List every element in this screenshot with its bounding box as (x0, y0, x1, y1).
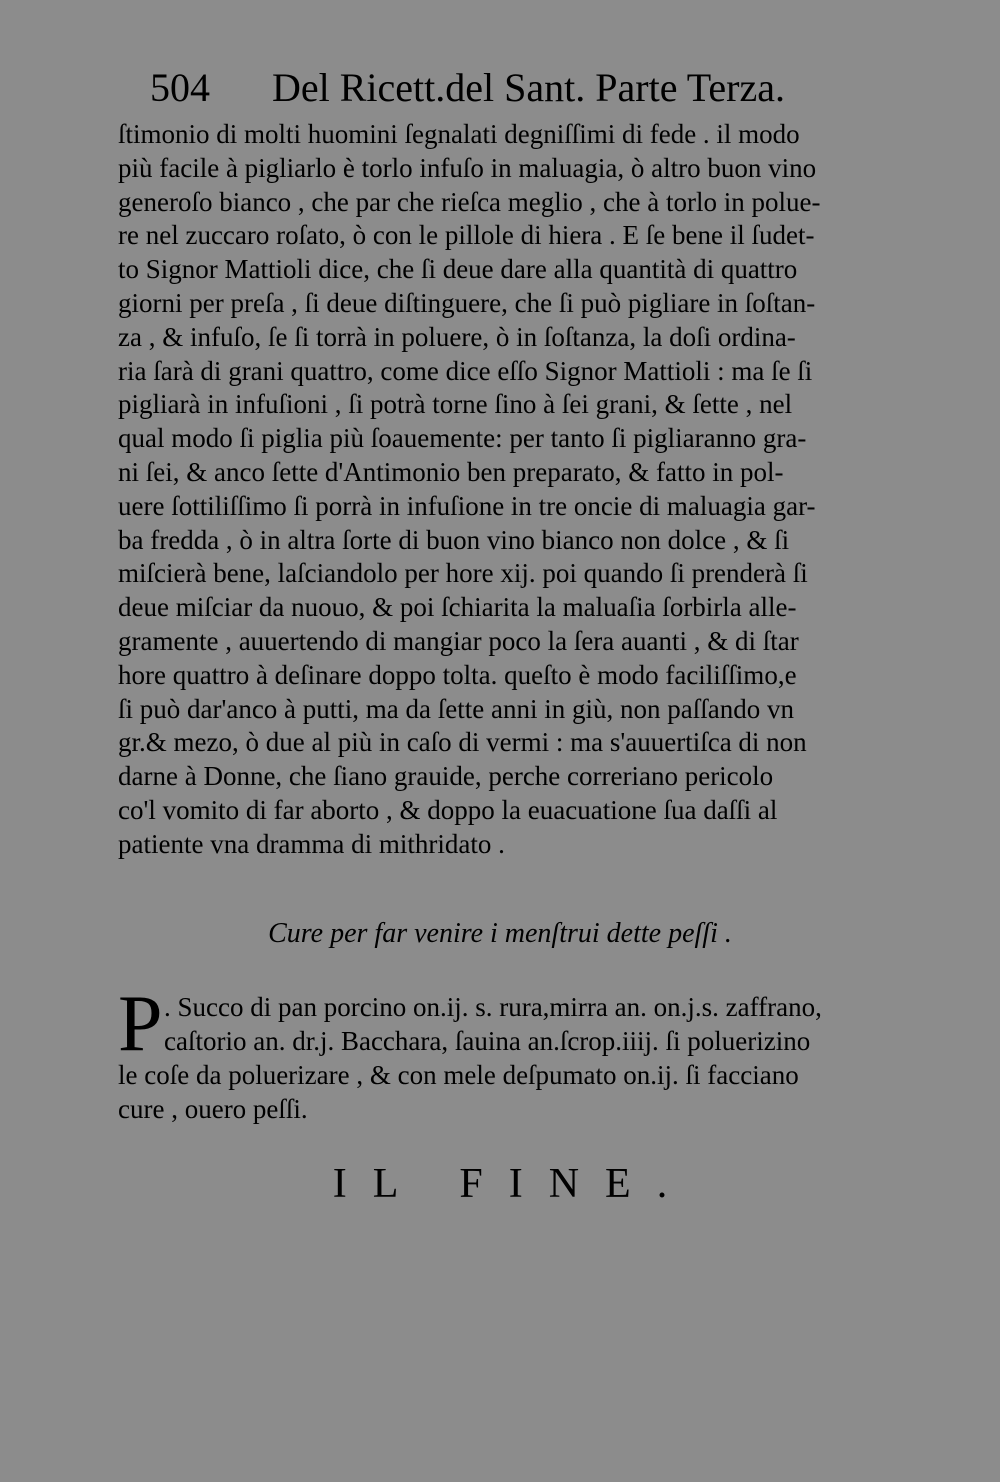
text-line: darne à Donne, che ſiano grauide, perche correriano pericolo (118, 761, 774, 792)
text-line: generoſo bianco , che par che rieſca meglio , che à torlo in polue- (118, 186, 821, 217)
page-number: 504 (150, 65, 210, 110)
text-line: ſtimonio di molti huomini ſegnalati degniſſimi di fede . il modo (118, 119, 800, 149)
text-line: ſi può dar'anco à putti, ma da ſette anni in giù, non paſſando vn (118, 693, 794, 724)
recipe-line: le coſe da poluerizare , & con mele deſpumato on.ij. ſi facciano (118, 1060, 799, 1090)
text-line: za , & infuſo, ſe ſi torrà in poluere, ò in ſoſtanza, la doſi ordina- (118, 321, 796, 352)
text-line: co'l vomito di far aborto , & doppo la euacuatione ſua daſſi al (118, 794, 778, 825)
section-heading: Cure per far venire i menſtrui dette peſſi . (268, 918, 732, 949)
recipe-line: . Succo di pan porcino on.ij. s. rura,mirra an. on.j.s. zaffrano, (164, 992, 822, 1022)
text-line: hore quattro à deſinare doppo tolta. queſto è modo faciliſſimo,e (118, 659, 797, 690)
recipe-paragraph (118, 980, 938, 1136)
text-line: giorni per preſa , ſi deue diſtinguere, che ſi può pigliare in ſoſtan- (118, 287, 816, 318)
text-line: qual modo ſi piglia più ſoauemente: per tanto ſi pigliaranno gra- (118, 423, 807, 454)
text-line: ba fredda , ò in altra ſorte di buon vino bianco non dolce , & ſi (118, 524, 790, 555)
drop-cap: P (118, 980, 163, 1068)
text-line: ria ſarà di grani quattro, come dice eſſo Signor Mattioli : ma ſe ſi (118, 355, 813, 386)
text-line: re nel zuccaro roſato, ò con le pillole di hiera . E ſe bene il ſudet- (118, 220, 815, 251)
text-line: miſcierà bene, laſciandolo per hore xij. poi quando ſi prenderà ſi (118, 558, 808, 589)
main-paragraph (118, 118, 938, 862)
text-line: deue miſciar da nuouo, & poi ſchiarita la maluaſia ſorbirla alle- (118, 592, 797, 623)
text-line: gr.& mezo, ò due al più in caſo di vermi : ma s'auuertiſca di non (118, 727, 807, 758)
text-line: pigliarà in infuſioni , ſi potrà torne ſino à ſei grani, & ſette , nel (118, 389, 793, 420)
recipe-line: caſtorio an. dr.j. Bacchara, ſauina an.ſcrop.iiij. ſi poluerizino (164, 1026, 811, 1056)
recipe-line: cure , ouero peſſi. (118, 1094, 308, 1124)
running-head: Del Ricett.del Sant. Parte Terza. (272, 65, 785, 110)
text-line: più facile à pigliarlo è torlo infuſo in maluagia, ò altro buon vino (118, 152, 817, 183)
text-line: patiente vna dramma di mithridato . (118, 828, 505, 859)
text-line: ni ſei, & anco ſette d'Antimonio ben preparato, & fatto in pol- (118, 456, 784, 487)
text-line: uere ſottiliſſimo ſi porrà in infuſione in tre oncie di maluagia gar- (118, 490, 816, 521)
page-header (150, 62, 870, 114)
text-line: gramente , auuertendo di mangiar poco la ſera auanti , & di ſtar (118, 625, 799, 656)
colophon-the-end: IL FINE. (332, 1161, 694, 1207)
text-line: to Signor Mattioli dice, che ſi deue dare alla quantità di quattro (118, 254, 798, 285)
